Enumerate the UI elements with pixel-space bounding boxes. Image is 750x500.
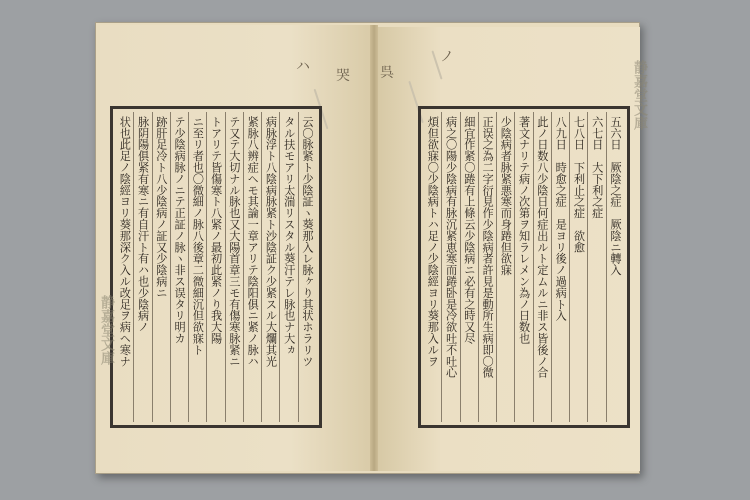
left-column-6 <box>206 112 224 422</box>
left-column-3 <box>261 112 279 422</box>
right-column-text: 細宜作紧〇踡有上條云少陰病ニ必有之時又尽 <box>462 116 476 344</box>
left-column-2 <box>279 112 297 422</box>
right-column-text: 病之〇陽少陰病有脉沉紧恵寒而踡卧是冷欲吐不吐心 <box>444 116 458 379</box>
right-column-10 <box>441 112 459 422</box>
right-columns <box>424 112 624 422</box>
left-column-text: タル扶モアリ太湍リスタル葵汗テレ脉也ナ大ヵ <box>282 116 296 356</box>
right-column-text: 五六日 厥陰之症 厥陰ニ轉入 <box>608 116 622 276</box>
right-column-1 <box>606 112 624 422</box>
left-column-9 <box>152 112 170 422</box>
left-column-text: ニ至リ者也〇微細ノ脉八後章二微細沉但欲寐ト <box>191 116 205 356</box>
margin-mark-right: ノ <box>440 49 454 65</box>
right-column-9 <box>460 112 478 422</box>
left-column-text: 跡肝足冷ト八少陰病ノ証又少陰病ニ <box>154 116 168 299</box>
right-column-7 <box>496 112 514 422</box>
left-column-1 <box>298 112 316 422</box>
right-column-8 <box>478 112 496 422</box>
margin-mark-center-right: 呉 <box>380 65 394 81</box>
right-column-11 <box>424 112 441 422</box>
right-column-text: 正误之為二字衍見作少陰病者許見是動所生病即〇微 <box>481 116 495 379</box>
right-column-6 <box>514 112 532 422</box>
right-column-2 <box>587 112 605 422</box>
left-column-7 <box>188 112 206 422</box>
left-column-5 <box>225 112 243 422</box>
right-column-text: 此ノ日数八少陰日何症出ルト定ムルニ非ス皆後ノ合 <box>535 116 549 379</box>
left-column-text: 紧脉八辨症ヘモ其論一章アリテ陰阳俱ニ紧ノ脉ハ <box>246 116 260 367</box>
right-column-text: 少陰病者脉紧悪寒而身踡但欲寐 <box>499 116 513 276</box>
left-column-text: テ又テ大切ナル脉也又大陽首章三モ有傷寒脉紧ニ <box>227 116 241 367</box>
left-column-11 <box>116 112 133 422</box>
left-column-text: 状也此足ノ陰經ヨリ葵那深ク入ル改足ヲ病ヘ寒ナ <box>118 116 132 367</box>
right-column-text: 六七日 大下利之症 <box>590 116 604 230</box>
left-column-10 <box>133 112 151 422</box>
left-column-text: トアリテ皆傷寒ト八紧ノ最初此紧ノり我大陽 <box>209 116 223 344</box>
right-column-4 <box>551 112 569 422</box>
left-column-8 <box>170 112 188 422</box>
margin-mark-center-left: 哭 <box>336 68 350 84</box>
library-stamp-right: 静嘉堂文庫 <box>632 60 648 130</box>
right-column-text: 七八日 下利止之症 欲愈 <box>572 116 586 253</box>
left-column-text: 云〇脉紧ト少陰証ヽ葵那入レ脉ヶり其状ホラリツ <box>300 116 314 367</box>
library-stamp-left: 静嘉堂文庫 <box>99 295 115 365</box>
left-column-text: 病脉浮ト八陰病脉紧ト沙陰証ク少紧スル大爛其光 <box>264 116 278 367</box>
right-column-text: 八九日 時愈之症 是ヨリ後ノ過病ト入 <box>554 116 568 322</box>
right-column-text: 煩但欲寐〇少陰病トハ足ノ少陰經ヨリ葵那入ルヲ <box>426 116 440 367</box>
right-column-text: 著文ナリテ病ノ次第ヲ知ラレメン為ノ日数也 <box>517 116 531 344</box>
left-columns <box>116 112 316 422</box>
right-column-3 <box>569 112 587 422</box>
left-text-frame <box>110 106 322 428</box>
left-column-text: テ少陰病脉ノニテ正証ノ脉ヽ非ス误タリ明カ <box>173 116 187 344</box>
book-gutter <box>370 25 378 471</box>
left-column-4 <box>243 112 261 422</box>
margin-mark-left: ハ <box>296 59 310 75</box>
right-column-5 <box>533 112 551 422</box>
left-column-text: 脉阴陽俱紧有寒ニ有自汗ト有ハ也少陰病ノ <box>136 116 150 333</box>
right-text-frame <box>418 106 630 428</box>
